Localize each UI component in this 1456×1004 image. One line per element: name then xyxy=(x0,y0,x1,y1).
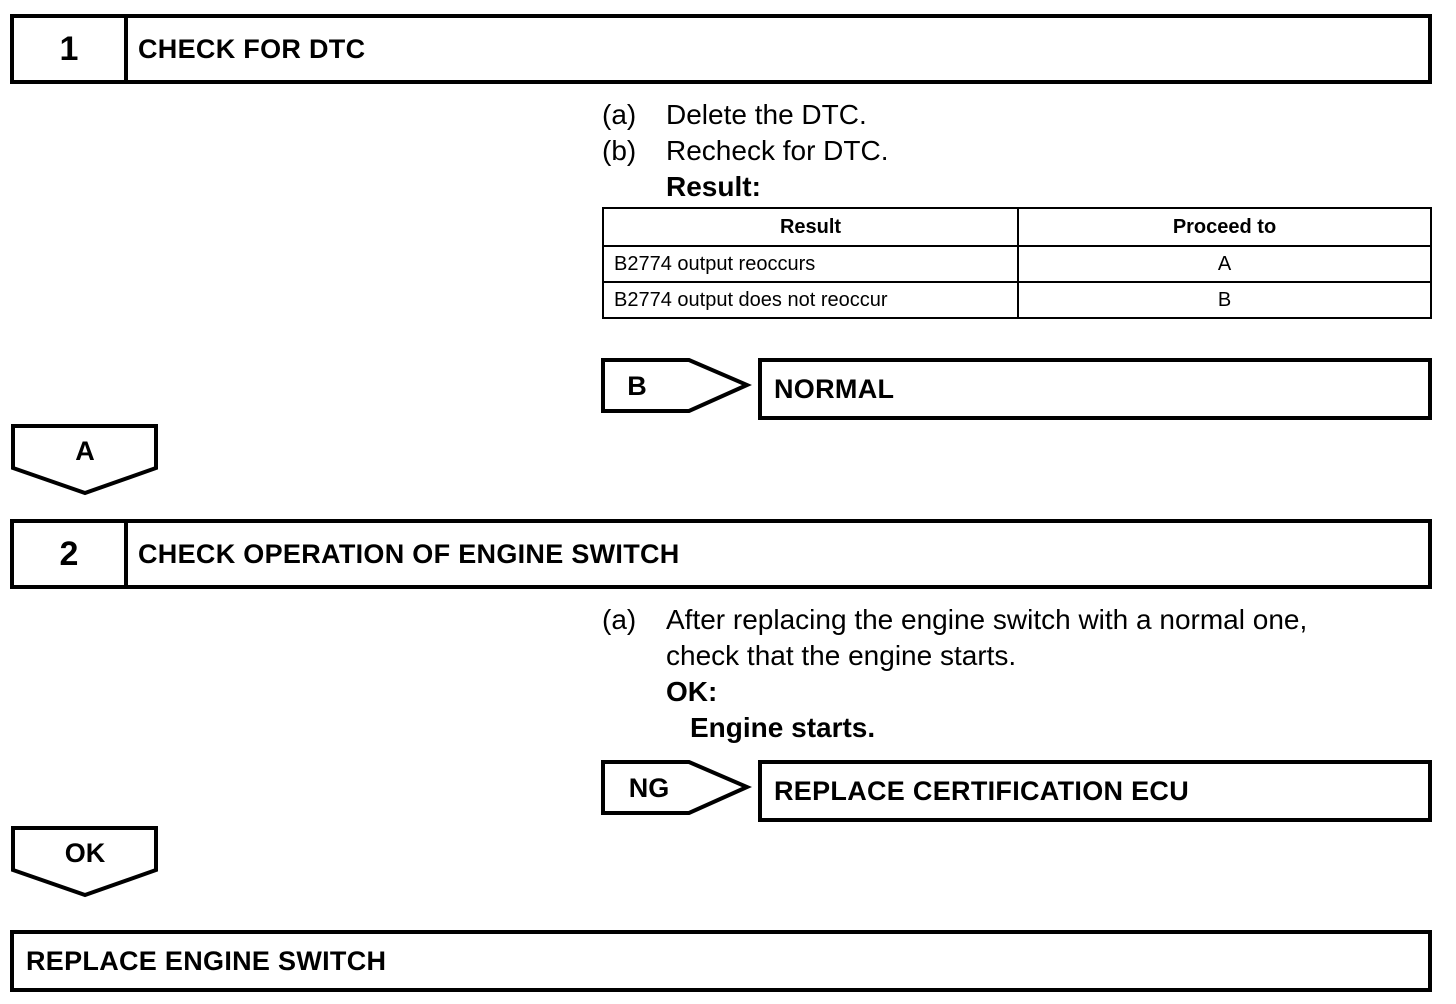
branch-ng-result-text: REPLACE CERTIFICATION ECU xyxy=(774,775,1190,806)
result-heading: Result: xyxy=(666,171,761,202)
instruction-label: (b) xyxy=(602,135,637,166)
instruction-text: Delete the DTC. xyxy=(666,99,867,130)
table-header-result: Result xyxy=(603,208,1018,246)
instruction-text: Recheck for DTC. xyxy=(666,135,889,166)
table-header-row xyxy=(603,208,1431,246)
branch-b-result-text: NORMAL xyxy=(774,373,895,404)
step-2-instruction-a xyxy=(602,602,1422,674)
ok-text: Engine starts. xyxy=(690,712,876,743)
step-2-number: 2 xyxy=(14,523,128,585)
branch-b-label: B xyxy=(627,370,647,401)
table-cell-proceed: A xyxy=(1018,246,1431,282)
table-header-proceed: Proceed to xyxy=(1018,208,1431,246)
instruction-text-line-2: check that the engine starts. xyxy=(666,640,1017,671)
table-cell-result: B2774 output does not reoccur xyxy=(603,282,1018,318)
step-1-instruction-a xyxy=(602,97,1402,133)
instruction-label: (a) xyxy=(602,604,637,635)
step-1-number: 1 xyxy=(14,18,128,80)
instruction-label: (a) xyxy=(602,99,637,130)
table-row xyxy=(603,282,1431,318)
step-1-instruction-b xyxy=(602,133,1402,169)
branch-b-result-box xyxy=(758,358,1432,420)
instruction-text-line-1: After replacing the engine switch with a normal one, xyxy=(666,604,1308,635)
branch-ng-result-box xyxy=(758,760,1432,822)
branch-ng-label: NG xyxy=(628,772,670,803)
step-2-header xyxy=(10,519,1432,589)
table-cell-proceed: B xyxy=(1018,282,1431,318)
ok-heading: OK: xyxy=(666,676,718,707)
step-2-title: CHECK OPERATION OF ENGINE SWITCH xyxy=(138,538,680,569)
continue-a-label: A xyxy=(75,436,95,466)
step-1-header xyxy=(10,14,1432,84)
continue-ok-label: OK xyxy=(64,838,106,868)
step-1-title: CHECK FOR DTC xyxy=(138,33,366,64)
result-table xyxy=(602,207,1432,319)
table-row xyxy=(603,246,1431,282)
table-cell-result: B2774 output reoccurs xyxy=(603,246,1018,282)
final-action-box xyxy=(10,930,1432,992)
final-action-text: REPLACE ENGINE SWITCH xyxy=(26,945,387,976)
